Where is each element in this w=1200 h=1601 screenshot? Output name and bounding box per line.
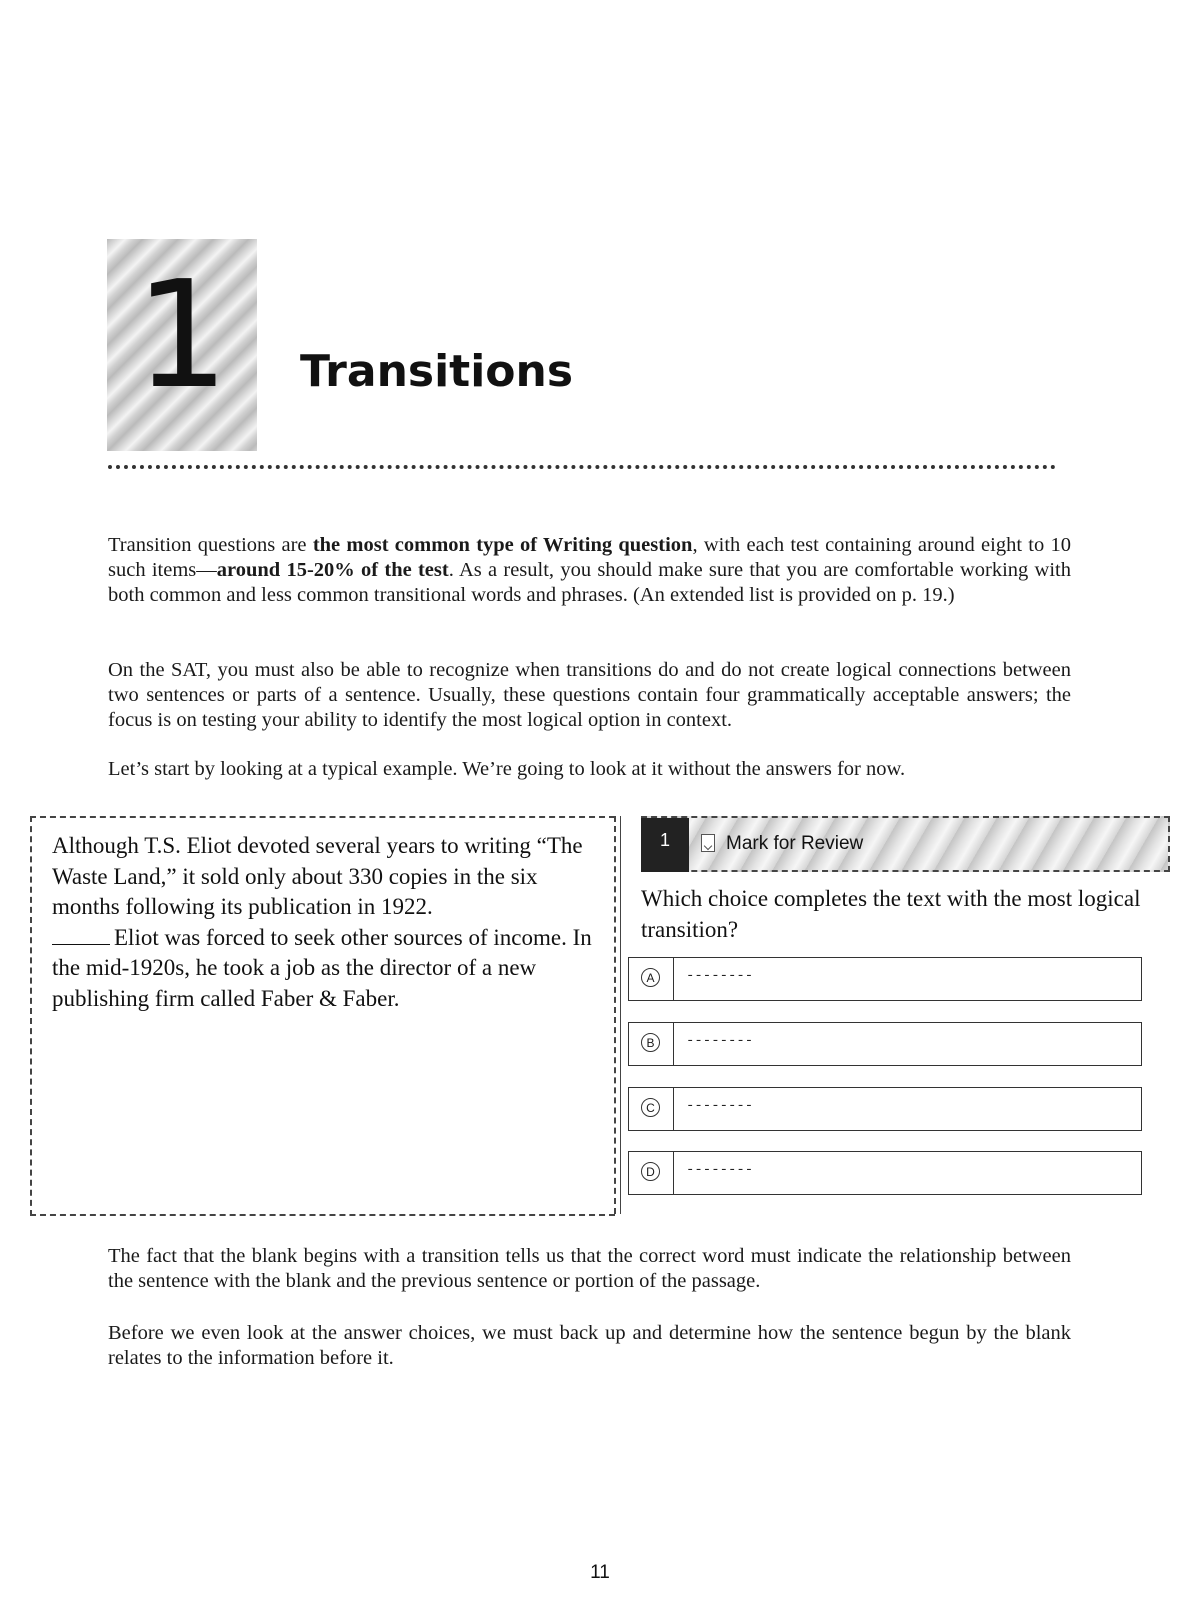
section-divider xyxy=(108,465,1056,469)
answer-choice-d[interactable] xyxy=(628,1151,1142,1195)
example-question xyxy=(30,816,1170,1217)
intro-emphasis: around 15-20% of the test xyxy=(216,559,449,581)
chapter-title: Transitions xyxy=(300,346,574,397)
chapter-number: 1 xyxy=(134,249,230,421)
question-number: 1 xyxy=(641,818,689,872)
page-number: 11 xyxy=(590,1562,610,1583)
intro-text: , with each test containing around eight to 10 such items— xyxy=(108,534,1072,581)
panel-divider xyxy=(620,816,621,1214)
intro-text: Transition questions are xyxy=(108,534,313,556)
choice-letter-cell xyxy=(629,1088,674,1130)
choice-letter-cell xyxy=(629,958,674,1000)
question-prompt: Which choice completes the text with the most logical transition? xyxy=(641,886,1141,942)
circled-letter-b-icon: B xyxy=(641,1033,660,1052)
intro-paragraph-2: On the SAT, you must also be able to recognize when transitions do and do not create logical connections between two sentences or parts of a sentence. Usually, these questions contain four grammatically acceptable answers; the focus is on testing your ability to identify the most logical option in context. xyxy=(108,659,1071,731)
passage-sentence: Although T.S. Eliot devoted several years to writing “The Waste Land,” it sold only about 330 copies in the six months following its publication in 1922. xyxy=(52,833,583,919)
passage-text xyxy=(52,831,597,1014)
mark-for-review-button[interactable]: Mark for Review xyxy=(726,833,864,854)
explanation-paragraph-1: The fact that the blank begins with a transition tells us that the correct word must indicate the relationship between the sentence with the blank and the previous sentence or portion of the passage. xyxy=(108,1245,1071,1292)
passage-sentence: Eliot was forced to seek other sources of income. In the mid-1920s, he took a job as the director of a new publishing firm called Faber & Faber. xyxy=(52,924,592,1011)
choice-letter-cell xyxy=(629,1023,674,1065)
intro-emphasis: the most common type of Writing question xyxy=(312,534,693,556)
intro-text: . As a result, you should make sure that you are comfortable working with both common and less common transitional words and phrases. (An extended list is provided on p. 19.) xyxy=(108,559,1071,606)
answer-choice-b[interactable] xyxy=(628,1022,1142,1066)
circled-letter-c-icon: C xyxy=(641,1098,660,1117)
chapter-number-box xyxy=(107,239,257,451)
choice-text: -------- xyxy=(686,1033,754,1049)
choice-letter-cell xyxy=(629,1152,674,1194)
passage-panel xyxy=(30,816,615,1216)
circled-letter-a-icon: A xyxy=(641,968,660,987)
blank-line xyxy=(52,944,110,945)
circled-letter-d-icon: D xyxy=(641,1162,660,1181)
intro-paragraph-1 xyxy=(108,533,1071,608)
question-header xyxy=(641,816,1170,872)
panel-divider xyxy=(614,816,616,1214)
bookmark-icon[interactable] xyxy=(701,834,715,852)
answer-choice-a[interactable] xyxy=(628,957,1142,1001)
answer-choice-c[interactable] xyxy=(628,1087,1142,1131)
choice-text: -------- xyxy=(686,968,754,984)
choice-text: -------- xyxy=(686,1098,754,1114)
explanation-paragraph-2: Before we even look at the answer choices, we must back up and determine how the sentence begun by the blank relates to the information before it. xyxy=(108,1322,1071,1369)
intro-paragraph-3: Let’s start by looking at a typical example. We’re going to look at it without the answers for now. xyxy=(108,758,906,780)
choice-text: -------- xyxy=(686,1162,754,1178)
